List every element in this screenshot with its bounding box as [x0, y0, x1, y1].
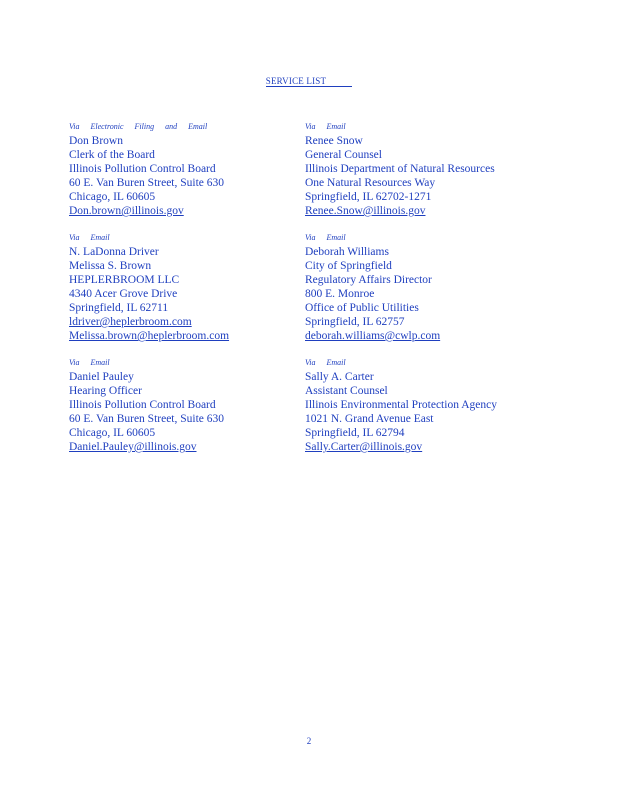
recipient-email-link-2[interactable]: Melissa.brown@heplerbroom.com — [69, 330, 230, 342]
recipient-city: Springfield, IL 62794 — [305, 427, 405, 439]
recipient-organization: Illinois Pollution Control Board — [69, 163, 216, 175]
recipient-name: N. LaDonna Driver — [69, 246, 159, 258]
recipient-email-link[interactable]: ldriver@heplerbroom.com — [69, 316, 192, 328]
service-entry — [305, 122, 565, 218]
recipient-organization: HEPLERBROOM LLC — [69, 274, 180, 286]
delivery-method: Via Electronic Filing and Email — [69, 122, 208, 131]
recipient-title: Clerk of the Board — [69, 149, 155, 161]
recipient-title: Regulatory Affairs Director — [305, 274, 432, 286]
service-list-title: SERVICE LIST — [0, 76, 618, 86]
service-entry — [69, 233, 309, 343]
recipient-city: Chicago, IL 60605 — [69, 191, 156, 203]
delivery-method: Via Email — [69, 358, 110, 367]
recipient-title: Assistant Counsel — [305, 385, 388, 397]
recipient-street: One Natural Resources Way — [305, 177, 436, 189]
recipient-city: Springfield, IL 62702-1271 — [305, 191, 432, 203]
delivery-method: Via Email — [305, 233, 346, 242]
recipient-title: Hearing Officer — [69, 385, 142, 397]
service-entry — [305, 358, 565, 454]
recipient-city: Springfield, IL 62757 — [305, 316, 405, 328]
recipient-name: Renee Snow — [305, 135, 363, 147]
recipient-organization: Illinois Department of Natural Resources — [305, 163, 495, 175]
recipient-city: Springfield, IL 62711 — [69, 302, 169, 314]
delivery-method: Via Email — [305, 122, 346, 131]
page-number: 2 — [306, 736, 312, 746]
service-entry — [305, 233, 565, 343]
recipient-city: Chicago, IL 60605 — [69, 427, 156, 439]
recipient-office: Office of Public Utilities — [305, 302, 419, 314]
recipient-name: Sally A. Carter — [305, 371, 374, 383]
recipient-email-link[interactable]: Don.brown@illinois.gov — [69, 205, 184, 217]
recipient-title: General Counsel — [305, 149, 382, 161]
recipient-organization: Illinois Environmental Protection Agency — [305, 399, 497, 411]
recipient-street: 4340 Acer Grove Drive — [69, 288, 178, 300]
recipient-email-link[interactable]: Sally.Carter@illinois.gov — [305, 441, 423, 453]
delivery-method: Via Email — [69, 233, 110, 242]
recipient-email-link[interactable]: Renee.Snow@illinois.gov — [305, 205, 426, 217]
service-entry — [69, 358, 309, 454]
service-entry — [69, 122, 309, 218]
delivery-method: Via Email — [305, 358, 346, 367]
recipient-name: Daniel Pauley — [69, 371, 134, 383]
recipient-name: Deborah Williams — [305, 246, 389, 258]
recipient-street: 1021 N. Grand Avenue East — [305, 413, 434, 425]
recipient-name-2: Melissa S. Brown — [69, 260, 152, 272]
recipient-organization: City of Springfield — [305, 260, 392, 272]
recipient-email-link[interactable]: Daniel.Pauley@illinois.gov — [69, 441, 197, 453]
recipient-organization: Illinois Pollution Control Board — [69, 399, 216, 411]
recipient-street: 60 E. Van Buren Street, Suite 630 — [69, 177, 225, 189]
recipient-name: Don Brown — [69, 135, 123, 147]
recipient-street: 60 E. Van Buren Street, Suite 630 — [69, 413, 225, 425]
recipient-street: 800 E. Monroe — [305, 288, 375, 300]
recipient-email-link[interactable]: deborah.williams@cwlp.com — [305, 330, 441, 342]
